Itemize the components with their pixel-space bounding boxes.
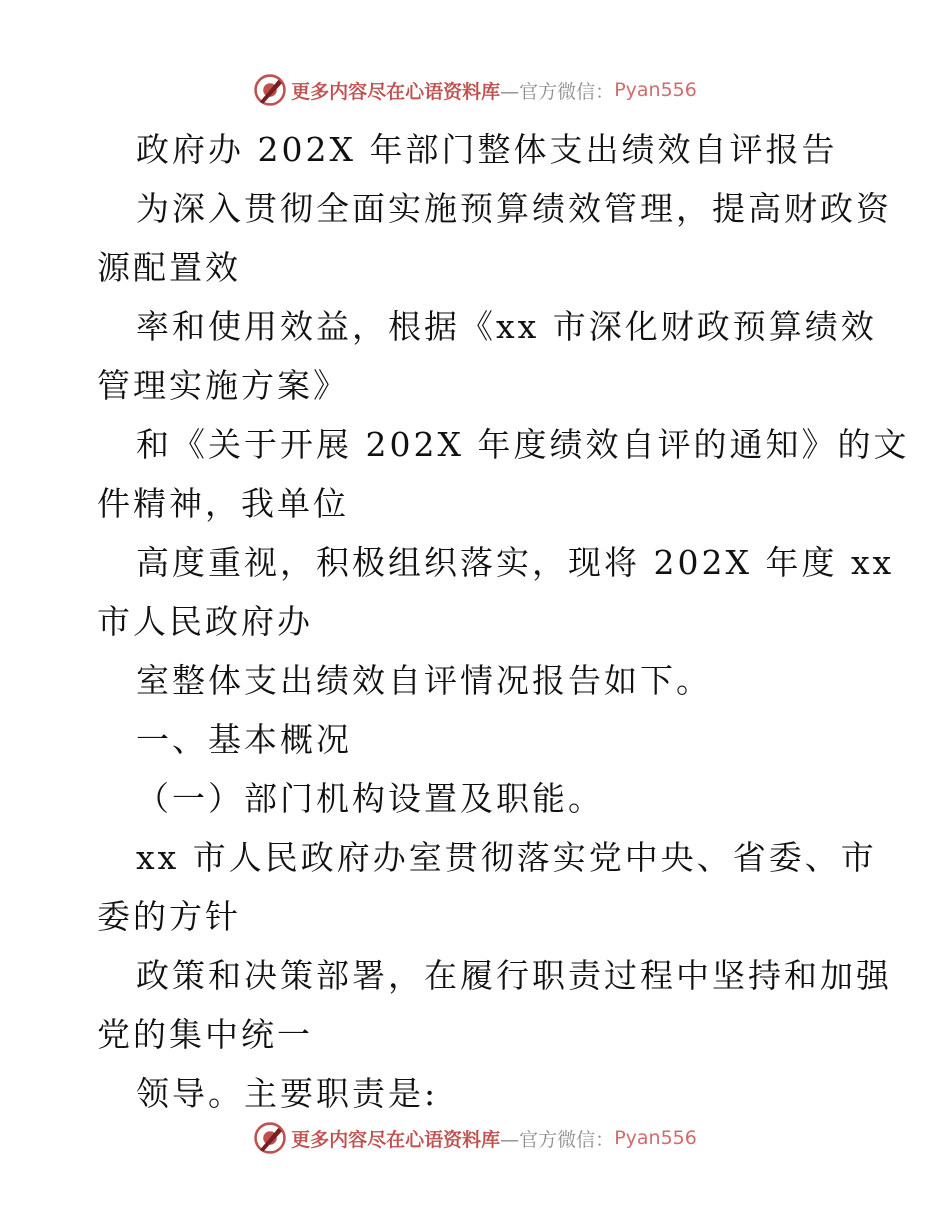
paragraph-line: 管理实施方案》 [97, 366, 349, 405]
paragraph-line: 政策和决策部署，在履行职责过程中坚持和加强 [136, 956, 892, 995]
paragraph-line: 党的集中统一 [97, 1015, 313, 1054]
document-title: 政府办 202X 年部门整体支出绩效自评报告 [136, 130, 838, 169]
paragraph-line: 和《关于开展 202X 年度绩效自评的通知》的文 [136, 425, 910, 464]
paragraph-line: 市人民政府办 [97, 602, 313, 641]
pen-logo-icon [253, 1121, 287, 1155]
document-body [97, 120, 910, 1123]
watermark-main-text: 更多内容尽在心语资料库 [291, 80, 501, 103]
watermark-banner-bottom [0, 1118, 950, 1158]
watermark-separator-text: —官方微信： [500, 1128, 615, 1151]
pen-logo-icon [253, 73, 287, 107]
paragraph-line: xx 市人民政府办室贯彻落实党中央、省委、市 [136, 838, 877, 877]
paragraph-line: 委的方针 [97, 897, 241, 936]
watermark-id-text: Pyan556 [614, 1127, 697, 1149]
paragraph-line: 源配置效 [97, 248, 241, 287]
paragraph-line: 领导。主要职责是: [136, 1074, 439, 1113]
paragraph-line: 率和使用效益，根据《xx 市深化财政预算绩效 [136, 307, 877, 346]
paragraph-line: 室整体支出绩效自评情况报告如下。 [136, 661, 712, 700]
paragraph-line: 为深入贯彻全面实施预算绩效管理，提高财政资 [136, 189, 892, 228]
subsection-heading: （一）部门机构设置及职能。 [136, 779, 604, 818]
section-heading: 一、基本概况 [136, 720, 352, 759]
watermark-separator-text: —官方微信： [500, 80, 615, 103]
watermark-banner-top [0, 70, 950, 110]
watermark-id-text: Pyan556 [614, 79, 697, 101]
watermark-main-text: 更多内容尽在心语资料库 [291, 1128, 501, 1151]
paragraph-line: 高度重视，积极组织落实，现将 202X 年度 xx [136, 543, 895, 582]
paragraph-line: 件精神，我单位 [97, 484, 349, 523]
